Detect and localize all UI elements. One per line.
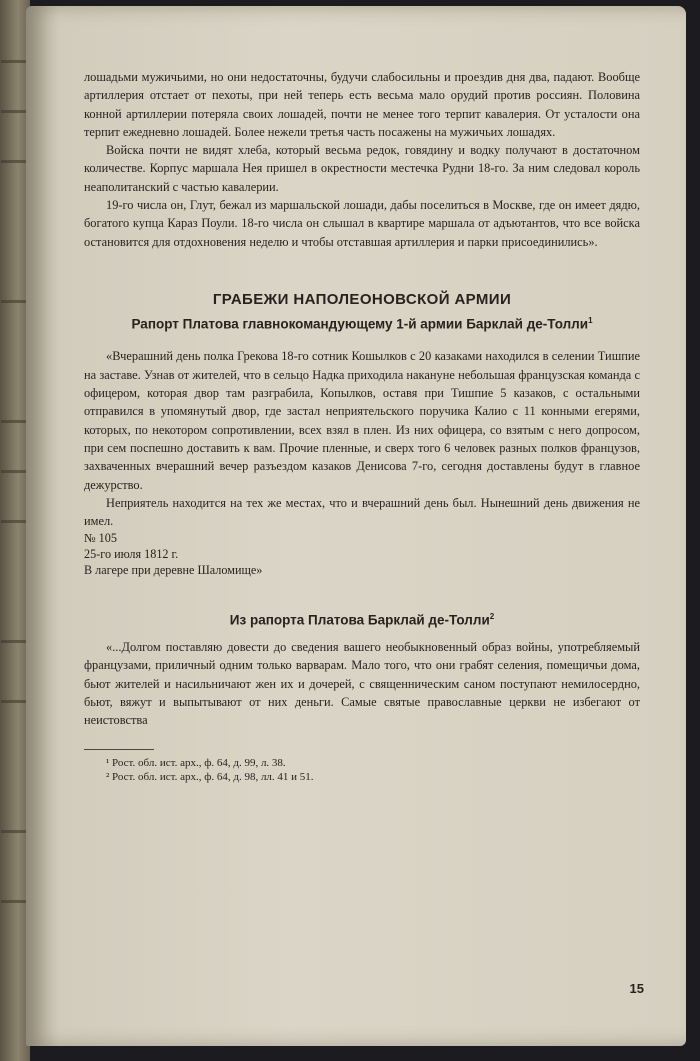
footnote: ² Рост. обл. ист. арх., ф. 64, д. 98, лл. 41 и 51. — [106, 771, 314, 784]
footnote-mark: 1 — [588, 315, 593, 325]
paragraph: лошадьми мужичьими, но они недостаточны, будучи слабосильны и проездив дня два, падают. Вообще артиллерия отстает от пехоты, при ней теперь есть весьма мало орудий против россиян. Половина конной артиллерии потеряла своих лошадей, почти не менее того терпит кавалерия. От усталости она терпит ежедневно лошадей. Более нежели третья часть посажены на мужичьих лошадях. — [84, 70, 640, 139]
report-heading-text: Рапорт Платова главнокомандующему 1-й армии Барклай де-Толли — [131, 316, 589, 332]
book-page — [26, 6, 686, 1046]
report-body — [84, 347, 640, 578]
paragraph: Неприятель находится на тех же местах, что и вчерашний день был. Нынешний день движения не имел. — [84, 495, 640, 529]
report-heading-text: Из рапорта Платова Барклай де-Толли — [229, 612, 490, 628]
section-heading: ГРАБЕЖИ НАПОЛЕОНОВСКОЙ АРМИИ — [212, 290, 512, 308]
paragraph: Войска почти не видят хлеба, который весьма редок, говядину и водку получают в достаточном количестве. Корпус маршала Нея пришел в окрестности местечка Рудни 18-го. За ним следовал король неаполитанский с частью кавалерии. — [84, 143, 640, 194]
report-heading — [84, 608, 640, 630]
report-place: В лагере при деревне Шаломище» — [84, 563, 263, 578]
report-heading — [84, 312, 640, 334]
report-number: № 105 — [84, 531, 117, 546]
page-text — [84, 68, 640, 784]
footnote: ¹ Рост. обл. ист. арх., ф. 64, д. 99, л. 38. — [106, 757, 286, 770]
report-date: 25-го июля 1812 г. — [84, 547, 179, 562]
paragraph: 19-го числа он, Глут, бежал из маршальской лошади, дабы поселиться в Москве, где он имеет дядю, богатого купца Караз Поули. 18-го числа он слышал в квартире маршала от адъютантов, что все войска остановится для отдохновения неделю и чтобы отставшая артиллерия и парки присоединились». — [84, 198, 640, 249]
page-number: 15 — [629, 981, 644, 996]
paragraph: «Вчерашний день полка Грекова 18-го сотник Кошылков с 20 казаками находился в селении Тишпие на заставе. Узнав от жителей, что в сельцо Надка приходила накануне небольшая французская команда с офицером, которая двор там разграбила, Копылков, оставя при Тишпие 5 казаков, с остальными отправился в упомянутый двор, где застал неприятельского поручика Калио с 11 конными егерями, которых, по некотором сопротивлении, всех взял в плен. Из них офицера, со взятым с него допросом, при сем поспешно доставить к вам. Прочие пленные, и сверх того 6 человек разных полков французов, захваченных вчерашний вечер разъездом казаков Денисова 7-го, сегодня доставлены будут в главное дежурство. — [84, 349, 640, 492]
paragraph: «...Долгом поставляю довести до сведения вашего необыкновенный образ войны, употребляемый французами, приличный одним только варварам. Мало того, что они грабят селения, помещичьи дома, бьют жителей и насильничают жен их и дочерей, с священническим саном поступают немилосердно, бьют, вяжут и выпытывают от них деньги. Самые святые православные церкви не избегают от неистовства — [84, 639, 640, 728]
footnote-mark: 2 — [489, 612, 495, 622]
footnote-divider — [84, 749, 154, 750]
